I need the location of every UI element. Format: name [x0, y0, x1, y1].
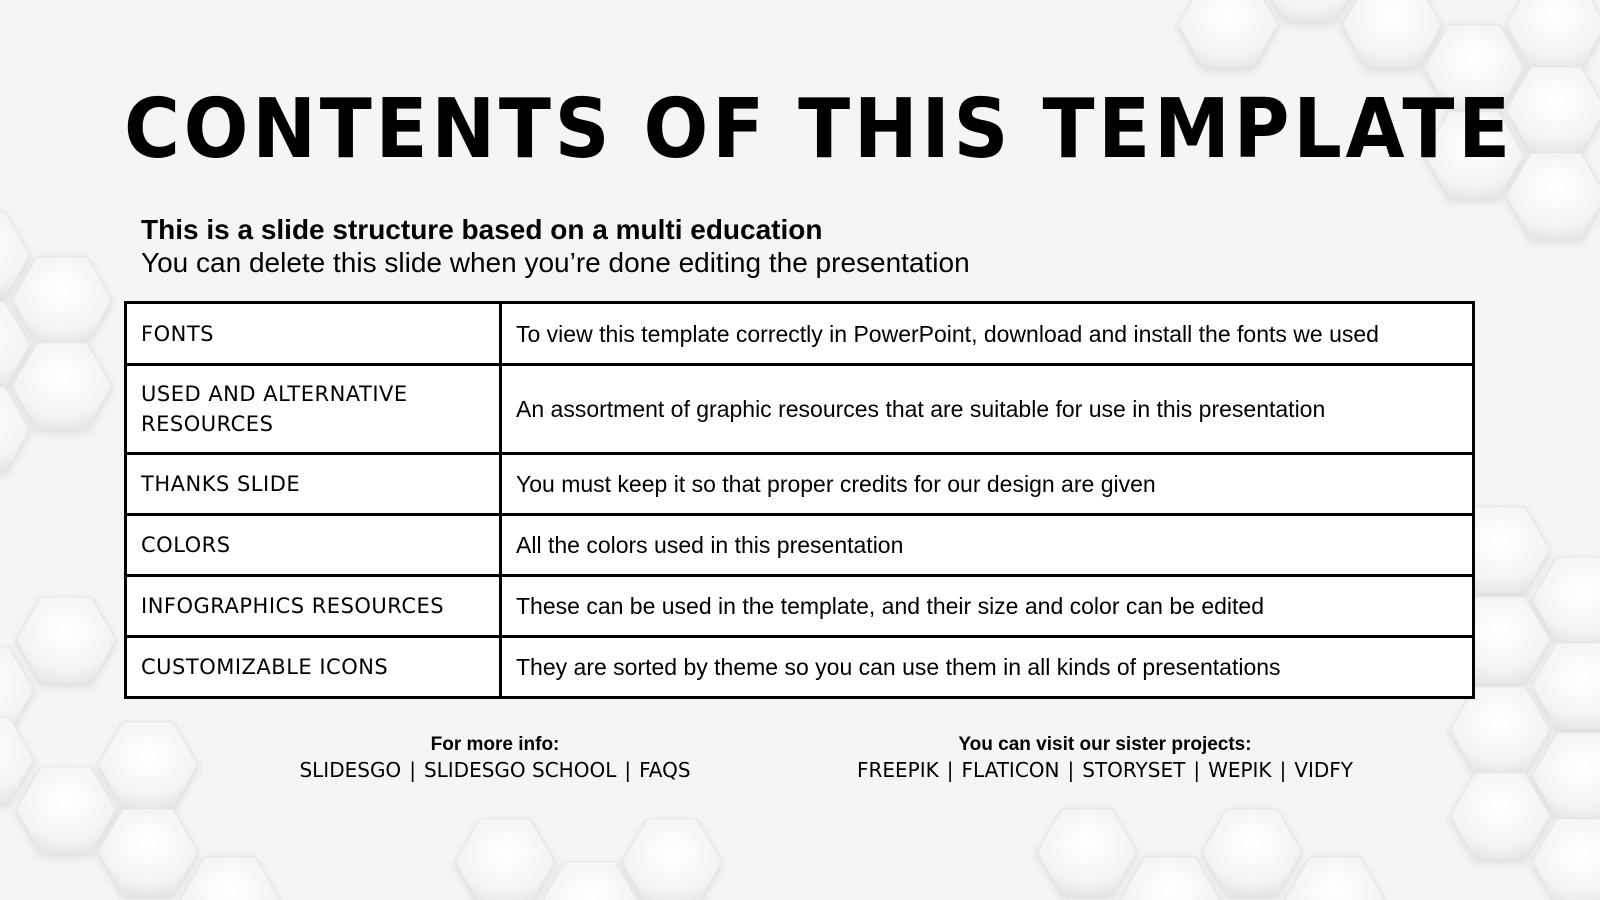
row-label-resources: USED AND ALTERNATIVE RESOURCES [126, 365, 501, 454]
row-label-infographics: INFOGRAPHICS RESOURCES [126, 576, 501, 637]
link-slidesgo[interactable]: SLIDESGO [299, 758, 402, 782]
slide-title: CONTENTS OF THIS TEMPLATE [124, 82, 1514, 177]
link-separator: | [946, 758, 954, 782]
row-description-icons: They are sorted by theme so you can use them in all kinds of presentations [501, 637, 1474, 698]
intro [141, 213, 1341, 279]
row-description-thanks: You must keep it so that proper credits for our design are given [501, 454, 1474, 515]
table-row [126, 303, 1474, 365]
more-info-links [260, 757, 730, 783]
link-wepik[interactable]: WEPIK [1208, 758, 1272, 782]
row-description-fonts: To view this template correctly in PowerPoint, download and install the fonts we used [501, 303, 1474, 365]
table-row [126, 454, 1474, 515]
link-storyset[interactable]: STORYSET [1082, 758, 1186, 782]
link-freepik[interactable]: FREEPIK [856, 758, 939, 782]
link-faqs[interactable]: FAQS [639, 758, 691, 782]
more-info-heading: For more info: [430, 734, 560, 755]
row-label-thanks: THANKS SLIDE [126, 454, 501, 515]
link-flaticon[interactable]: FLATICON [961, 758, 1060, 782]
row-description-infographics: These can be used in the template, and their size and color can be edited [501, 576, 1474, 637]
contents-table [124, 301, 1475, 699]
sister-projects-section [830, 733, 1380, 783]
link-slidesgo-school[interactable]: SLIDESGO SCHOOL [423, 758, 617, 782]
link-separator: | [1279, 758, 1287, 782]
table-row [126, 365, 1474, 454]
table-row [126, 637, 1474, 698]
link-separator: | [1193, 758, 1201, 782]
row-label-icons: CUSTOMIZABLE ICONS [126, 637, 501, 698]
row-description-colors: All the colors used in this presentation [501, 515, 1474, 576]
link-separator: | [1067, 758, 1075, 782]
row-description-resources: An assortment of graphic resources that are suitable for use in this presentation [501, 365, 1474, 454]
link-separator: | [409, 758, 416, 782]
link-vidfy[interactable]: VIDFY [1294, 758, 1354, 782]
row-label-fonts: FONTS [126, 303, 501, 365]
intro-bold-text: This is a slide structure based on a multi education [141, 214, 823, 245]
more-info-section [260, 733, 730, 783]
sister-projects-links [830, 757, 1380, 783]
intro-regular-text: You can delete this slide when you’re done editing the presentation [141, 247, 970, 278]
sister-projects-heading: You can visit our sister projects: [958, 734, 1252, 755]
table-row [126, 576, 1474, 637]
row-label-colors: COLORS [126, 515, 501, 576]
table-row [126, 515, 1474, 576]
link-separator: | [624, 758, 632, 782]
